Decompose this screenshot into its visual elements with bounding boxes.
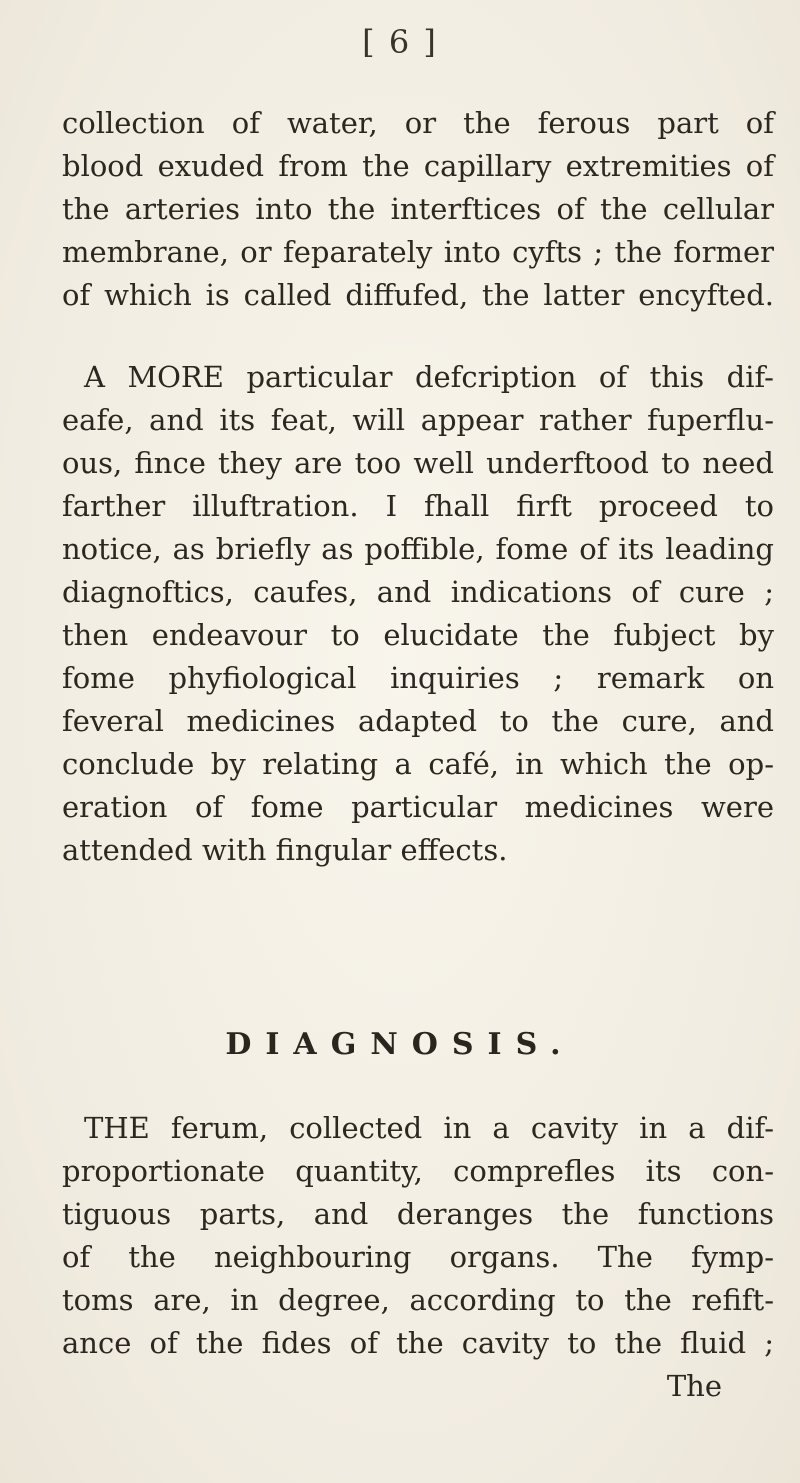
text-line: then endeavour to elucidate the fubject by xyxy=(62,618,774,652)
text-line: toms are, in degree, according to the refift- xyxy=(62,1283,774,1317)
text-line: ance of the fides of the cavity to the fluid ; xyxy=(62,1326,774,1360)
text-line: tiguous parts, and deranges the functions xyxy=(62,1197,774,1231)
text-line: A MORE particular defcription of this dif- xyxy=(84,360,774,394)
text-line: THE ferum, collected in a cavity in a dif- xyxy=(84,1111,774,1145)
page-number: [ 6 ] xyxy=(362,23,438,61)
text-line: farther illuftration. I fhall firft proceed to xyxy=(62,489,774,523)
text-line: of the neighbouring organs. The fymp- xyxy=(62,1240,774,1274)
paragraph-description xyxy=(62,356,774,872)
text-line: attended with fingular effects. xyxy=(62,833,508,867)
text-line: fome phyfiological inquiries ; remark on xyxy=(62,661,774,695)
text-line: feveral medicines adapted to the cure, and xyxy=(62,704,774,738)
text-line: notice, as briefly as poffible, fome of its leading xyxy=(62,532,774,566)
text-line: blood exuded from the capillary extremities of xyxy=(62,149,774,183)
section-heading: DIAGNOSIS. xyxy=(225,1027,575,1062)
text-line: eration of fome particular medicines were xyxy=(62,790,774,824)
text-line: diagnoftics, caufes, and indications of cure ; xyxy=(62,575,774,609)
catchword: The xyxy=(666,1369,722,1403)
paragraph-diagnosis xyxy=(62,1107,774,1408)
text-line: eafe, and its feat, will appear rather fuperflu- xyxy=(62,403,774,437)
text-line: the arteries into the interftices of the cellular xyxy=(62,192,774,226)
text-line: proportionate quantity, comprefles its con- xyxy=(62,1154,774,1188)
text-line: conclude by relating a café, in which the op- xyxy=(62,747,774,781)
paragraph-continued xyxy=(62,102,774,317)
text-line: ous, fince they are too well underftood to need xyxy=(62,446,774,480)
text-line: of which is called diffufed, the latter encyfted. xyxy=(62,278,774,312)
text-line: collection of water, or the ferous part of xyxy=(62,106,774,140)
text-line: membrane, or feparately into cyfts ; the former xyxy=(62,235,774,269)
